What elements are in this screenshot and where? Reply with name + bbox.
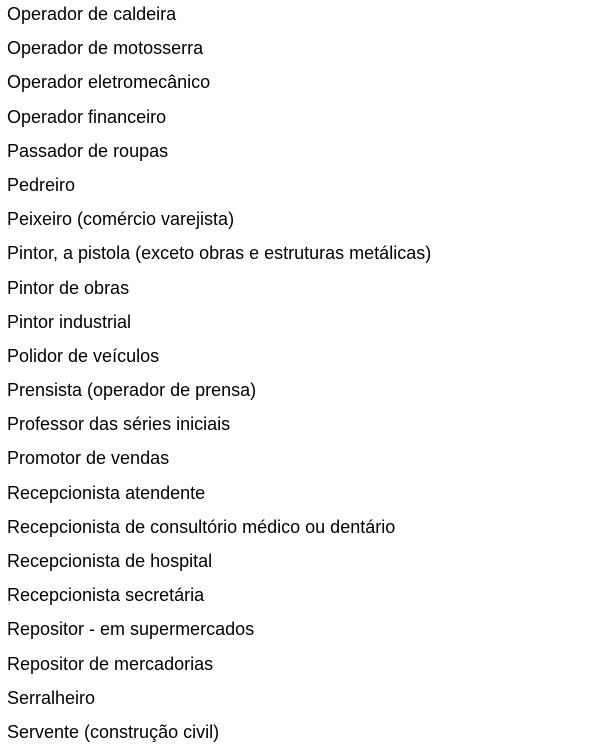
list-item: Recepcionista atendente (7, 482, 206, 503)
list-item: Operador de caldeira (7, 4, 177, 24)
list-item: Pedreiro (7, 174, 76, 195)
list-item: Operador financeiro (7, 106, 167, 127)
list-item: Pintor de obras (7, 277, 130, 298)
list-item: Recepcionista de consultório médico ou dentário (7, 516, 396, 537)
list-item: Prensista (operador de prensa) (7, 380, 257, 401)
list-item: Peixeiro (comércio varejista) (7, 209, 235, 230)
list-item: Operador de motosserra (7, 38, 204, 59)
list-item: Repositor de mercadorias (7, 653, 214, 674)
list-item: Recepcionista secretária (7, 585, 205, 606)
list-item: Promotor de vendas (7, 448, 170, 469)
list-item: Pintor, a pistola (exceto obras e estruturas metálicas) (7, 243, 432, 264)
list-item: Servente (construção civil) (7, 721, 220, 742)
list-item: Pintor industrial (7, 311, 132, 332)
list-item: Serralheiro (7, 687, 96, 708)
occupation-list (7, 2, 597, 754)
list-item: Recepcionista de hospital (7, 551, 213, 571)
list-item: Professor das séries iniciais (7, 414, 231, 435)
list-item: Polidor de veículos (7, 345, 160, 366)
list-item: Passador de roupas (7, 140, 169, 161)
list-item: Repositor - em supermercados (7, 619, 255, 640)
list-item: Operador eletromecânico (7, 72, 211, 93)
